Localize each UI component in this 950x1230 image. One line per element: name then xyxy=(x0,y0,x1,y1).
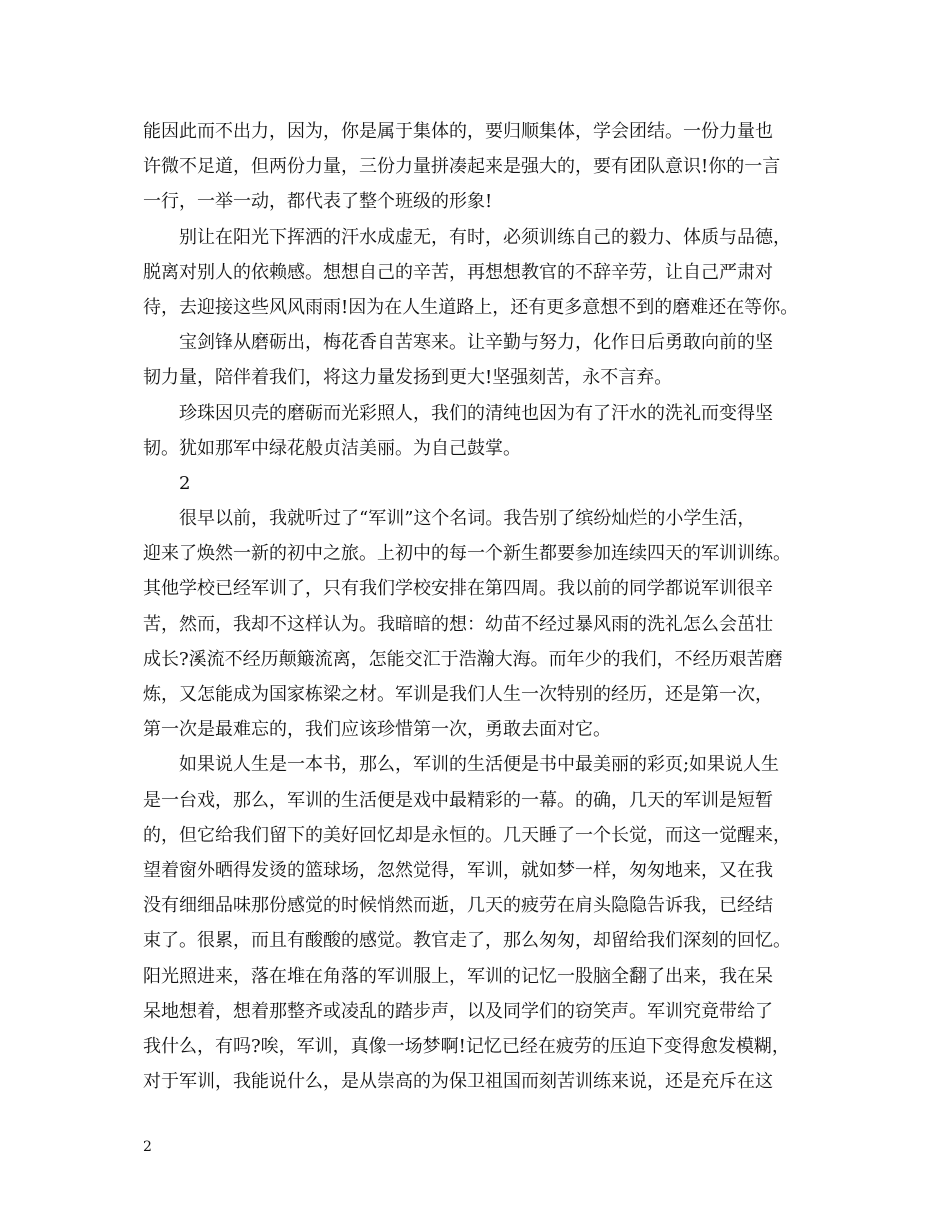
body-text xyxy=(143,114,823,1099)
text-line: 如果说人生是一本书，那么，军训的生活便是书中最美丽的彩页;如果说人生 xyxy=(179,754,780,776)
text-line: 第一次是最难忘的，我们应该珍惜第一次，勇敢去面对它。 xyxy=(143,719,611,741)
text-line: 苦，然而，我却不这样认为。我暗暗的想：幼苗不经过暴风雨的洗礼怎么会茁壮 xyxy=(143,613,773,635)
text-line: 其他学校已经军训了，只有我们学校安排在第四周。我以前的同学都说军训很辛 xyxy=(143,578,773,600)
page-number: 2 xyxy=(143,1139,152,1155)
text-line: 望着窗外晒得发烫的篮球场，忽然觉得，军训，就如梦一样，匆匆地来，又在我 xyxy=(143,859,773,881)
text-line: 对于军训，我能说什么，是从崇高的为保卫祖国而刻苦训练来说，还是充斥在这 xyxy=(143,1071,773,1093)
text-line: 的，但它给我们留下的美好回忆却是永恒的。几天睡了一个长觉，而这一觉醒来， xyxy=(143,824,791,846)
text-line: 没有细细品味那份感觉的时候悄然而逝，几天的疲劳在肩头隐隐告诉我，已经结 xyxy=(143,895,773,917)
text-line: 许微不足道，但两份力量，三份力量拼凑起来是强大的，要有团队意识!你的一言 xyxy=(143,156,781,178)
text-line: 韧力量，陪伴着我们，将这力量发扬到更大!坚强刻苦，永不言弃。 xyxy=(143,367,673,389)
text-line: 宝剑锋从磨砺出，梅花香自苦寒来。让辛勤与努力，化作日后勇敢向前的坚 xyxy=(179,332,773,354)
text-line: 成长?溪流不经历颠簸流离，怎能交汇于浩瀚大海。而年少的我们，不经历艰苦磨 xyxy=(143,648,783,670)
text-line: 韧。犹如那军中绿花般贞洁美丽。为自己鼓掌。 xyxy=(143,437,521,459)
text-line: 2 xyxy=(179,472,191,494)
text-line: 很早以前，我就听过了“军训”这个名词。我告别了缤纷灿烂的小学生活， xyxy=(179,508,756,530)
text-line: 阳光照进来，落在堆在角落的军训服上，军训的记忆一股脑全翻了出来，我在呆 xyxy=(143,965,773,987)
text-line: 一行，一举一动，都代表了整个班级的形象! xyxy=(143,191,493,213)
text-line: 我什么，有吗?唉，军训，真像一场梦啊!记忆已经在疲劳的压迫下变得愈发模糊， xyxy=(143,1035,790,1057)
text-line: 呆地想着，想着那整齐或凌乱的踏步声，以及同学们的窃笑声。军训究竟带给了 xyxy=(143,1000,773,1022)
text-line: 迎来了焕然一新的初中之旅。上初中的每一个新生都要参加连续四天的军训训练。 xyxy=(143,543,791,565)
text-line: 待，去迎接这些风风雨雨!因为在人生道路上，还有更多意想不到的磨难还在等你。 xyxy=(143,296,799,318)
text-line: 束了。很累，而且有酸酸的感觉。教官走了，那么匆匆，却留给我们深刻的回忆。 xyxy=(143,930,791,952)
text-line: 脱离对别人的依赖感。想想自己的辛苦，再想想教官的不辞辛劳，让自己严肃对 xyxy=(143,261,773,283)
text-line: 别让在阳光下挥洒的汗水成虚无，有时，必须训练自己的毅力、体质与品德， xyxy=(179,226,791,248)
text-line: 是一台戏，那么，军训的生活便是戏中最精彩的一幕。的确，几天的军训是短暂 xyxy=(143,789,773,811)
text-line: 能因此而不出力，因为，你是属于集体的，要归顺集体，学会团结。一份力量也 xyxy=(143,121,773,142)
text-line: 炼，又怎能成为国家栋梁之材。军训是我们人生一次特别的经历，还是第一次， xyxy=(143,684,773,705)
text-line: 珍珠因贝壳的磨砺而光彩照人，我们的清纯也因为有了汗水的洗礼而变得坚 xyxy=(179,402,773,424)
